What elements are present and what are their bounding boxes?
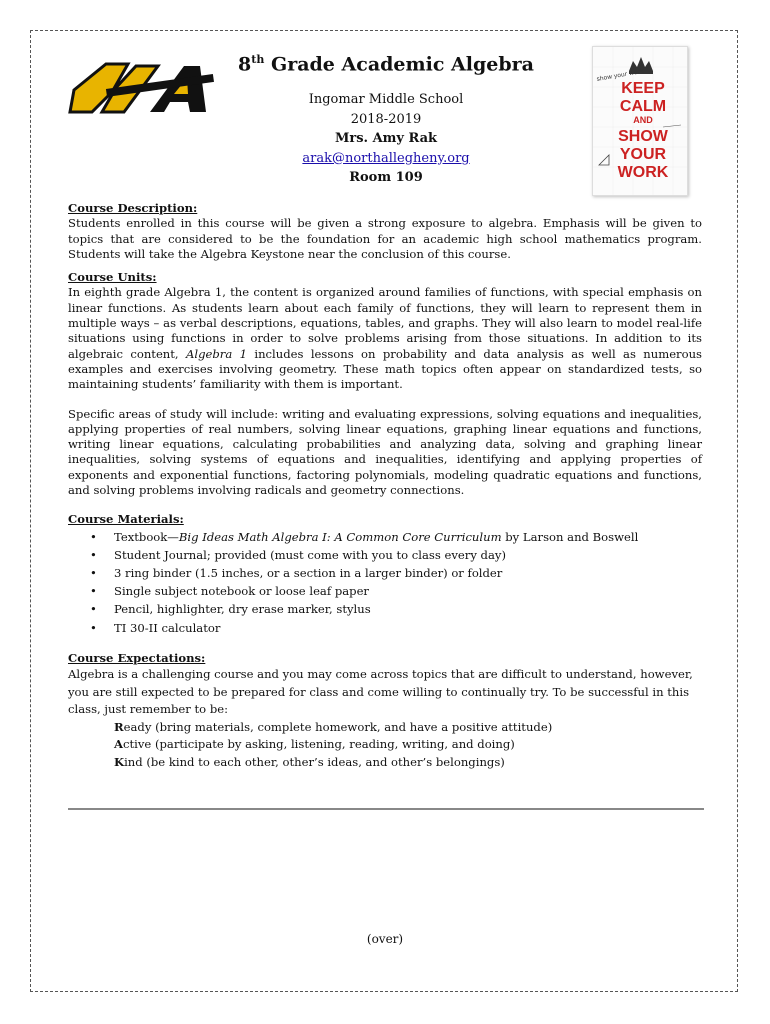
bullet-icon: •	[90, 584, 97, 599]
course-expectations-text: Algebra is a challenging course and you may come across topics that are difficult to understand, however, you are still expected to be prepared for class and come willing to continually try. To be successful in this class, just remember to be:	[68, 667, 693, 717]
list-item	[68, 546, 702, 564]
room-number: Room 109	[349, 170, 423, 186]
poster-line-4: YOUR	[619, 146, 667, 163]
over-note: (over)	[366, 932, 404, 946]
rak-item	[68, 736, 702, 754]
poster-line-1: CALM	[619, 98, 667, 115]
school-year: 2018-2019	[350, 111, 422, 127]
rak-item	[68, 754, 702, 772]
bullet-icon: •	[90, 602, 97, 617]
teacher-name: Mrs. Amy Rak	[334, 131, 438, 147]
bullet-icon: •	[90, 529, 97, 544]
list-item	[68, 528, 702, 546]
rak-letter: A	[114, 737, 123, 752]
list-item	[68, 582, 702, 600]
rak-text: ctive (participate by asking, listening, reading, writing, and doing)	[123, 737, 515, 752]
course-units-paragraph-2: Specific areas of study will include: writing and evaluating expressions, solving equations and inequalities, applying properties of real numbers, solving linear equations, graphing linear equations and functions, writing linear equations, calculating probabilities and analyzing data, solving and graphing linear inequalities, solving systems of equations and inequalities, identifying and applying properties of exponents and exponential functions, factoring polynomials, modeling quadratic equations and functions, and solving problems involving radicals and geometry connections.	[68, 406, 702, 498]
units-p1-italic: Algebra 1	[186, 346, 247, 361]
document-title	[200, 48, 572, 76]
units-p1-before: In eighth grade Algebra 1, the content is organized around families of functions, with special emphasis on linear functions. As students learn about each family of functions, they will learn to represent them in multiple ways – as verbal descriptions, equations, tables, and graphs. They will also learn to model real-life situations using functions in order to solve problems arising from those situations. In addition to its algebraic content,	[68, 285, 702, 361]
list-item	[68, 600, 702, 618]
bullet-icon: •	[90, 566, 97, 581]
title-rest: Grade Academic Algebra	[264, 53, 534, 76]
document-body	[68, 201, 702, 771]
material-suffix: by Larson and Boswell	[501, 529, 639, 544]
poster-line-0: KEEP	[621, 80, 665, 97]
material-prefix: Textbook—	[114, 529, 179, 544]
poster-scribble: show your work	[596, 67, 644, 83]
units-p1-after: includes lessons on probability and data analysis as well as numerous examples and exercises involving geometry. These math topics often appear on standardized tests, so maintaining students’ familiarity with them is important.	[68, 346, 702, 392]
poster-line-5: WORK	[617, 164, 669, 181]
school-name: Ingomar Middle School	[308, 92, 464, 108]
course-description-text: Students enrolled in this course will be given a strong exposure to algebra. Emphasis will be given to topics that are considered to be the foundation for an academic high school mathematics program. Students will take the Algebra Keystone near the conclusion of this course.	[68, 216, 702, 261]
textbook-title: Big Ideas Math Algebra I: A Common Core Curriculum	[178, 529, 502, 544]
material-text: 3 ring binder (1.5 inches, or a section in a larger binder) or folder	[114, 566, 503, 581]
material-text: Student Journal; provided (must come with you to class every day)	[114, 547, 506, 562]
material-text: Pencil, highlighter, dry erase marker, stylus	[114, 602, 371, 617]
course-units-paragraph-1	[68, 285, 702, 392]
keep-calm-poster	[592, 46, 688, 196]
rak-item	[68, 719, 702, 737]
poster-line-2: AND	[633, 115, 653, 125]
material-text: Single subject notebook or loose leaf paper	[114, 584, 369, 599]
course-units-heading: Course Units:	[68, 270, 157, 285]
document-header	[200, 48, 572, 188]
course-description-heading: Course Description:	[68, 201, 198, 215]
list-item	[68, 619, 702, 637]
rak-text: eady (bring materials, complete homework, and have a positive attitude)	[123, 719, 553, 734]
list-item	[68, 564, 702, 582]
horizontal-rule	[68, 808, 704, 810]
bullet-icon: •	[90, 620, 97, 635]
title-superscript: th	[251, 53, 265, 66]
na-logo-icon	[66, 52, 216, 122]
materials-list	[68, 528, 702, 637]
title-prefix: 8	[238, 53, 252, 76]
bullet-icon: •	[90, 547, 97, 562]
course-materials-heading: Course Materials:	[68, 512, 184, 527]
rak-text: ind (be kind to each other, other’s ideas, and other’s belongings)	[124, 754, 505, 769]
course-expectations-heading: Course Expectations:	[68, 650, 206, 665]
rak-letter: R	[114, 719, 124, 734]
rak-letter: K	[114, 754, 125, 769]
poster-line-3: SHOW	[618, 128, 668, 145]
teacher-email-link[interactable]: arak@northallegheny.org	[302, 150, 470, 166]
material-text: TI 30-II calculator	[114, 620, 221, 635]
